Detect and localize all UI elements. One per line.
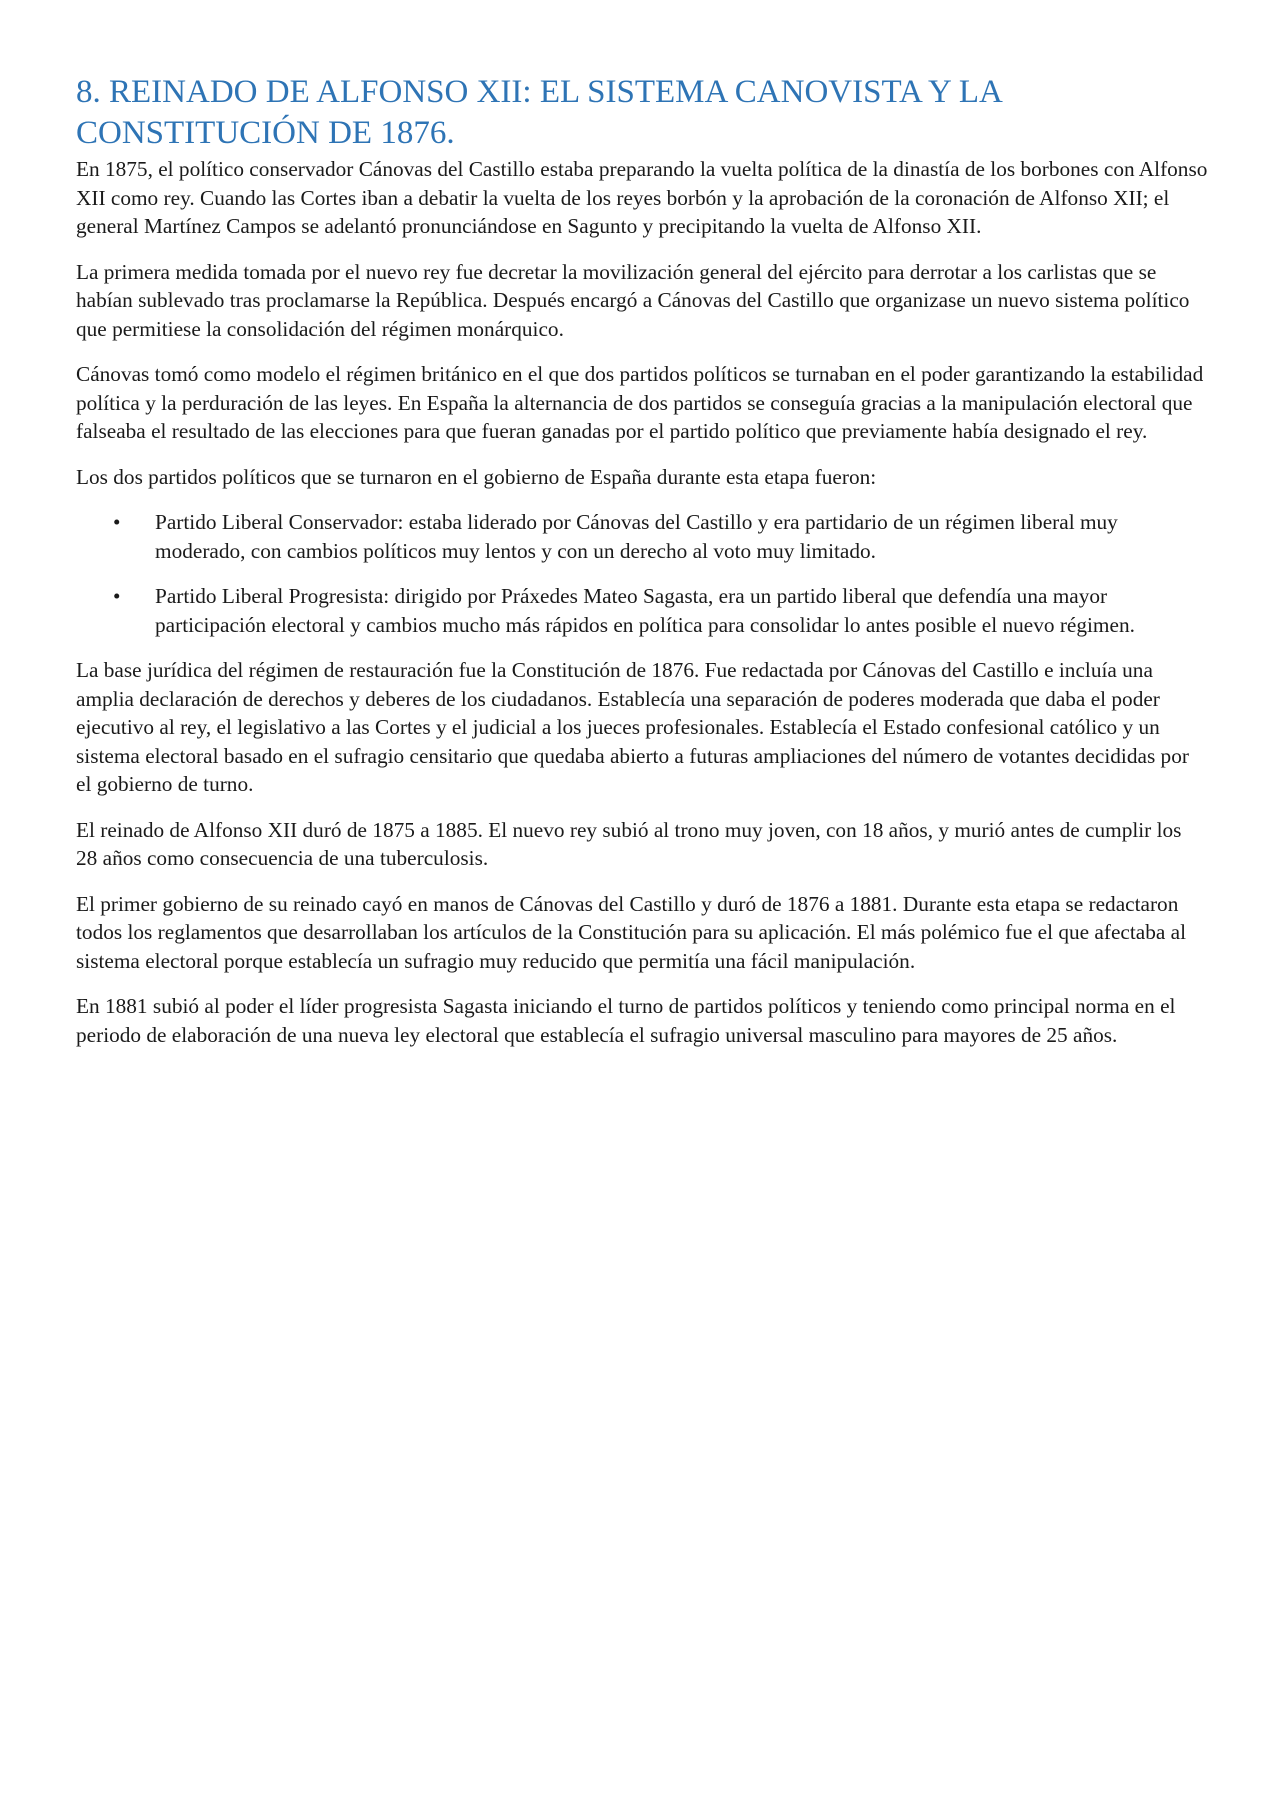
list-item — [76, 508, 1208, 565]
list-item-text: Partido Liberal Conservador: estaba liderado por Cánovas del Castillo y era partidario de un régimen liberal muy moderado, con cambios políticos muy lentos y con un derecho al voto muy limitado. — [155, 510, 1118, 563]
paragraph-british-model: Cánovas tomó como modelo el régimen británico en el que dos partidos políticos se turnaban en el poder garantizando la estabilidad política y la perduración de las leyes. En España la alternancia de dos partidos se conseguía gracias a la manipulación electoral que falseaba el resultado de las elecciones para que fueran ganadas por el partido político que previamente había designado el rey. — [76, 362, 1204, 443]
bullet-icon: • — [113, 510, 121, 534]
document-page — [76, 72, 1208, 1066]
paragraph-sagasta-1881: En 1881 subió al poder el líder progresista Sagasta iniciando el turno de partidos políticos y teniendo como principal norma en el periodo de elaboración de una nueva ley electoral que establecía el sufragio universal masculino para mayores de 25 años. — [76, 994, 1176, 1047]
paragraph-first-measures: La primera medida tomada por el nuevo rey fue decretar la movilización general del ejército para derrotar a los carlistas que se habían sublevado tras proclamarse la República. Después encargó a Cánovas del Castillo que organizase un nuevo sistema político que permitiese la consolidación del régimen monárquico. — [76, 259, 1190, 341]
bullet-icon: • — [113, 584, 121, 608]
list-item-text: Partido Liberal Progresista: dirigido por Práxedes Mateo Sagasta, era un partido liberal que defendía una mayor participación electoral y cambios mucho más rápidos en política para consolidar lo antes posible el nuevo régimen. — [155, 584, 1135, 637]
paragraph-two-parties-intro: Los dos partidos políticos que se turnaron en el gobierno de España durante esta etapa fueron: — [76, 464, 877, 489]
paragraph-first-government: El primer gobierno de su reinado cayó en manos de Cánovas del Castillo y duró de 1876 a 1881. Durante esta etapa se redactaron todos los reglamentos que desarrollaban los artículos de la Constitución para su aplicación. El más polémico fue el que afectaba al sistema electoral porque establecía un sufragio muy reducido que permitía una fácil manipulación. — [76, 891, 1187, 973]
document-title: 8. REINADO DE ALFONSO XII: EL SISTEMA CANOVISTA Y LA CONSTITUCIÓN DE 1876. — [76, 74, 1002, 151]
paragraph-constitution-1876: La base jurídica del régimen de restauración fue la Constitución de 1876. Fue redactada por Cánovas del Castillo e incluía una amplia declaración de derechos y deberes de los ciudadanos. Establecía una separación de poderes moderada que daba el poder ejecutivo al rey, el legislativo a las Cortes y el judicial a los jueces profesionales. Establecía el Estado confesional católico y un sistema electoral basado en el sufragio censitario que quedaba abierto a futuras ampliaciones del número de votantes decididas por el gobierno de turno. — [76, 658, 1189, 796]
paragraph-restoration-intro: En 1875, el político conservador Cánovas del Castillo estaba preparando la vuelta política de la dinastía de los borbones con Alfonso XII como rey. Cuando las Cortes iban a debatir la vuelta de los reyes borbón y la aprobación de la coronación de Alfonso XII; el general Martínez Campos se adelantó pronunciándose en Sagunto y precipitando la vuelta de Alfonso XII. — [76, 157, 1208, 238]
paragraph-reign-duration: El reinado de Alfonso XII duró de 1875 a 1885. El nuevo rey subió al trono muy joven, con 18 años, y murió antes de cumplir los 28 años como consecuencia de una tuberculosis. — [76, 817, 1182, 870]
parties-list — [76, 508, 1208, 639]
list-item — [76, 582, 1208, 639]
